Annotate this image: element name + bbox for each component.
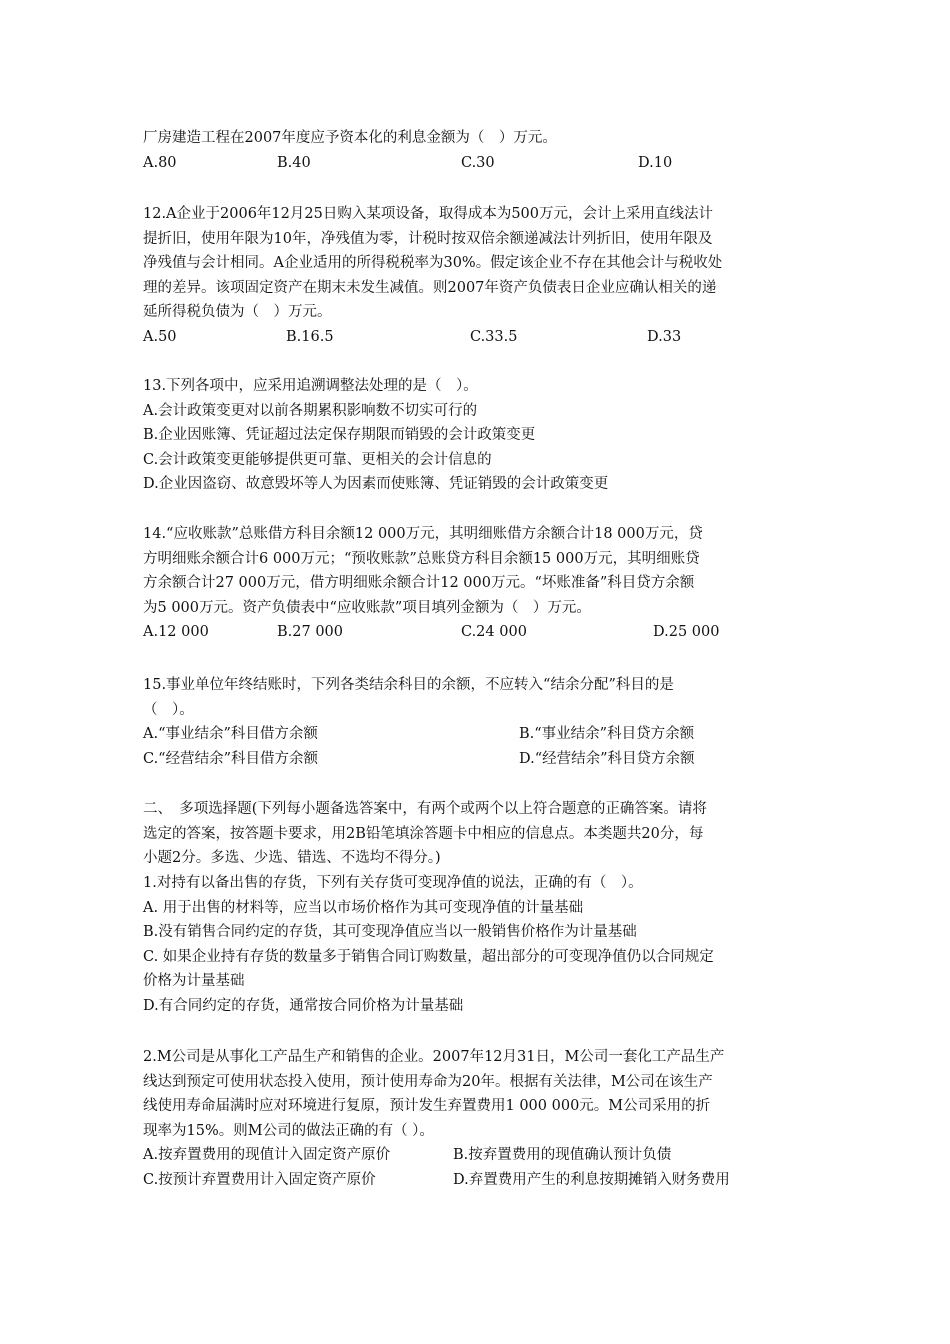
question-options-row — [143, 620, 813, 645]
option-c: C.30 — [461, 154, 495, 171]
question-stem-line: 延所得税负债为（ ）万元。 — [143, 304, 332, 320]
question-stem-line: 提折旧，使用年限为10年，净残值为零，计税时按双倍余额递减法计列折旧，使用年限及 — [143, 230, 713, 247]
option-a: A.按弃置费用的现值计入固定资产原价 — [143, 1147, 391, 1163]
question-14 — [143, 522, 813, 645]
option-d: D.25 000 — [653, 624, 720, 640]
multi-question-1 — [143, 871, 813, 1018]
multi-question-2 — [143, 1045, 813, 1192]
question-stem-line: 2.M公司是从事化工产品生产和销售的企业。2007年12月31日，M公司一套化工产品生产 — [143, 1049, 725, 1065]
option-c: C.“经营结余”科目借方余额 — [143, 750, 319, 767]
question-13 — [143, 374, 813, 497]
option-b: B.40 — [277, 154, 311, 171]
option-d: D.33 — [647, 328, 682, 345]
question-stem-line: 净残值与会计相同。A企业适用的所得税税率为30%。假定该企业不存在其他会计与税收处 — [143, 255, 723, 271]
option-a: A.50 — [143, 328, 177, 345]
question-stem-line: 13.下列各项中，应采用追溯调整法处理的是（ ）。 — [143, 378, 478, 394]
question-15 — [143, 673, 813, 771]
question-options-row — [143, 151, 813, 176]
option-b: B.16.5 — [286, 328, 334, 345]
option-c: C. 如果企业持有存货的数量多于销售合同订购数量，超出部分的可变现净值仍以合同规定 — [143, 948, 714, 965]
option-c: C.会计政策变更能够提供更可靠、更相关的会计信息的 — [143, 451, 492, 468]
section-heading-line: 小题2分。多选、少选、错选、不选均不得分。) — [143, 850, 441, 866]
question-stem-line: 理的差异。该项固定资产在期末未发生减值。则2007年资产负债表日企业应确认相关的递 — [143, 279, 717, 296]
option-b: B.按弃置费用的现值确认预计负债 — [453, 1147, 672, 1163]
option-c: C.按预计弃置费用计入固定资产原价 — [143, 1171, 376, 1188]
section-heading-line: 选定的答案，按答题卡要求，用2B铅笔填涂答题卡中相应的信息点。本类题共20分，每 — [143, 825, 704, 842]
question-stem-line: 为5 000万元。资产负债表中“应收账款”项目填列金额为（ ）万元。 — [143, 599, 591, 616]
question-stem-line: 现率为15%。则M公司的做法正确的有（ ）。 — [143, 1122, 434, 1139]
question-stem-line: 12.A企业于2006年12月25日购入某项设备，取得成本为500万元，会计上采用直线法计 — [143, 206, 714, 222]
option-d: D.企业因盗窃、故意毁坏等人为因素而使账簿、凭证销毁的会计政策变更 — [143, 476, 609, 492]
question-options-row — [143, 747, 813, 772]
option-b: B.“事业结余”科目贷方余额 — [519, 726, 695, 742]
question-stem-line: 厂房建造工程在2007年度应予资本化的利息金额为（ ）万元。 — [143, 130, 557, 146]
section-2-heading — [143, 797, 813, 871]
option-a: A.会计政策变更对以前各期累积影响数不切实可行的 — [143, 402, 478, 419]
option-b: B.27 000 — [277, 624, 344, 640]
option-a: A.80 — [143, 154, 177, 171]
option-d: D.10 — [638, 154, 673, 171]
option-d: D.“经营结余”科目贷方余额 — [519, 750, 695, 767]
option-a: A.12 000 — [143, 624, 209, 640]
question-options-row — [143, 325, 813, 350]
option-d: D.弃置费用产生的利息按期摊销入财务费用 — [453, 1171, 730, 1188]
option-b: B.企业因账簿、凭证超过法定保存期限而销毁的会计政策变更 — [143, 427, 536, 443]
section-heading-line: 二、 多项选择题(下列每小题备选答案中，有两个或两个以上符合题意的正确答案。请将 — [143, 801, 707, 817]
question-stem-line: 1.对持有以备出售的存货，下列有关存货可变现净值的说法，正确的有（ ）。 — [143, 875, 643, 891]
question-options-row — [143, 722, 813, 747]
question-stem-line: 14.“应收账款”总账借方科目余额12 000万元，其明细账借方余额合计18 000万元，贷 — [143, 526, 703, 542]
question-options-row — [143, 1168, 813, 1193]
option-d: D.有合同约定的存货，通常按合同价格为计量基础 — [143, 997, 464, 1014]
option-a: A.“事业结余”科目借方余额 — [143, 726, 318, 742]
question-stem-line: 方余额合计27 000万元，借方明细账余额合计12 000万元。“坏账准备”科目贷方余额 — [143, 575, 695, 591]
option-c: C.24 000 — [461, 624, 527, 640]
option-b: B.没有销售合同约定的存货，其可变现净值应当以一般销售价格作为计量基础 — [143, 924, 637, 940]
question-stem-line: 线达到预定可使用状态投入使用，预计使用寿命为20年。根据有关法律，M公司在该生产 — [143, 1073, 713, 1090]
question-stem-line: 15.事业单位年终结账时，下列各类结余科目的余额，不应转入“结余分配”科目的是 — [143, 677, 674, 693]
option-c: C.33.5 — [470, 328, 518, 345]
question-12 — [143, 202, 813, 349]
question-stem-line: 线使用寿命届满时应对环境进行复原，预计发生弃置费用1 000 000元。M公司采用的折 — [143, 1098, 711, 1114]
option-c-continued: 价格为计量基础 — [143, 973, 245, 989]
question-stem-line: 方明细账余额合计6 000万元；“预收账款”总账贷方科目余额15 000万元，其明细账贷 — [143, 550, 700, 567]
option-a: A. 用于出售的材料等，应当以市场价格作为其可变现净值的计量基础 — [143, 899, 584, 916]
question-stem-line: （ ）。 — [143, 701, 194, 718]
question-11-tail — [143, 126, 813, 175]
question-options-row — [143, 1143, 813, 1168]
